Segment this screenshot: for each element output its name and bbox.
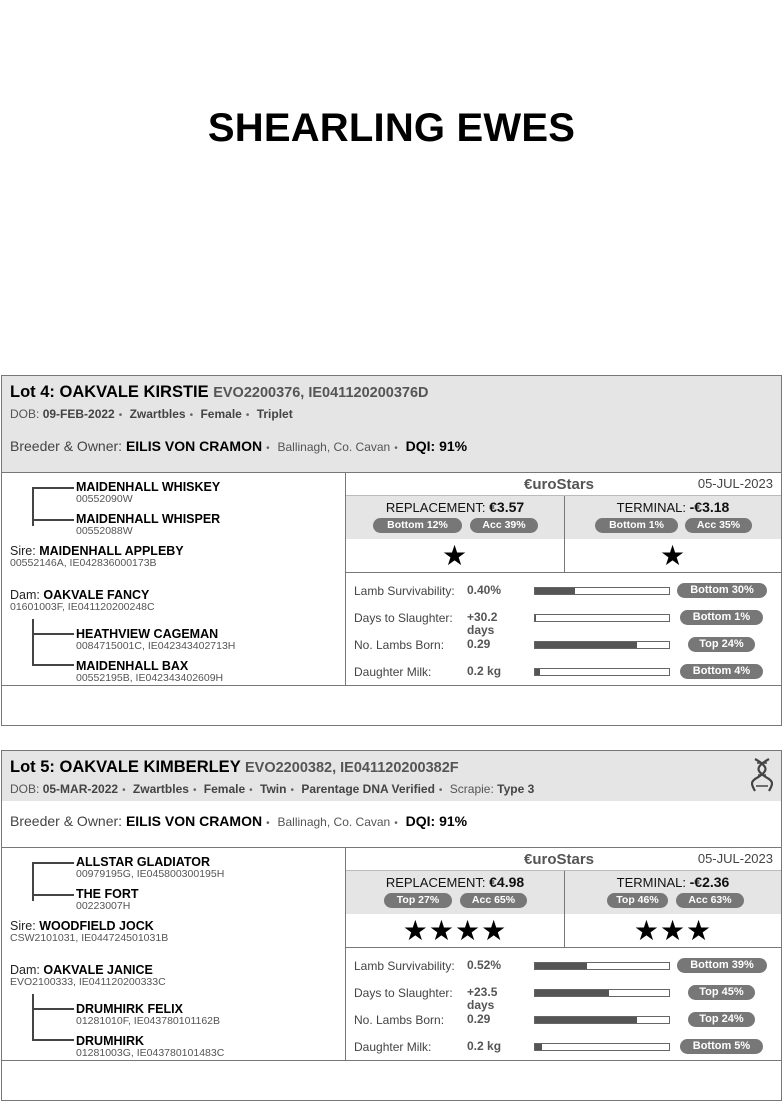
trait-name: Daughter Milk: — [354, 665, 432, 679]
trait-value: 0.2 kg — [467, 1039, 502, 1053]
breeder-line: Breeder & Owner: EILIS VON CRAMON • Ballinagh, Co. Cavan • DQI: 91% — [10, 438, 468, 454]
trait-bar-fill — [535, 642, 637, 648]
trait-name: Lamb Survivability: — [354, 959, 455, 973]
replacement-index: REPLACEMENT: €3.57 Bottom 12% Acc 39% — [346, 496, 564, 540]
trait-percentile-bar — [534, 641, 670, 649]
breeder-location: Ballinagh, Co. Cavan — [277, 440, 391, 454]
trait-value: 0.29 — [467, 637, 491, 651]
dam-dam-ids: 00552195B, IE042343402609H — [76, 672, 224, 684]
lot-body — [2, 473, 781, 686]
trait-rank-badge: Bottom 30% — [677, 583, 767, 598]
scrapie-label: Scrapie: — [449, 782, 494, 796]
trait-percentile-bar — [534, 989, 670, 997]
lot-body — [2, 848, 781, 1061]
trait-rank-badge: Top 24% — [688, 637, 755, 652]
trait-row — [346, 955, 781, 977]
lot-card — [1, 375, 782, 726]
trait-percentile-bar — [534, 614, 670, 622]
dob-value: 05-MAR-2022 — [42, 782, 119, 796]
replacement-value: €4.98 — [489, 874, 525, 890]
sire-sire-ids: 00979195G, IE045800300195H — [76, 868, 225, 880]
terminal-rank-badge: Top 46% — [607, 893, 668, 908]
sire-name: Sire: MAIDENHALL APPLEBY — [10, 544, 184, 558]
trait-value: 0.29 — [467, 1012, 491, 1026]
eurostars-panel — [346, 848, 781, 1061]
trait-rank-badge: Bottom 39% — [677, 958, 767, 973]
dam-ids: EVO2100333, IE041120200333C — [10, 976, 166, 988]
dam-sire-name: HEATHVIEW CAGEMAN — [76, 627, 219, 641]
trait-bar-fill — [535, 990, 609, 996]
trait-value: 0.52% — [467, 958, 502, 972]
trait-rank-badge: Bottom 4% — [680, 664, 763, 679]
terminal-star-rating: ★★★ — [564, 914, 781, 948]
terminal-acc-badge: Acc 63% — [676, 893, 744, 908]
breeder-name: EILIS VON CRAMON — [125, 438, 263, 454]
terminal-value: -€3.18 — [689, 499, 730, 515]
lot-card — [1, 750, 782, 1101]
trait-value: +30.2 days — [467, 610, 498, 637]
sire-dam-name: MAIDENHALL WHISPER — [76, 512, 221, 526]
replacement-acc-badge: Acc 39% — [470, 518, 538, 533]
trait-bar-fill — [535, 615, 536, 621]
replacement-star-rating: ★ — [441, 540, 469, 571]
dob-label: DOB: — [10, 782, 40, 796]
trait-row — [346, 607, 781, 637]
lot-title — [10, 758, 459, 777]
eurostars-logo: €uroStars — [524, 476, 595, 493]
lot-ids: EVO2200382, IE041120200382F — [245, 760, 459, 776]
replacement-rank-badge: Bottom 12% — [373, 518, 462, 533]
trait-value: 0.40% — [467, 583, 502, 597]
trait-name: Daughter Milk: — [354, 1040, 432, 1054]
sire-sire-name: ALLSTAR GLADIATOR — [76, 855, 211, 869]
breeder-label: Breeder & Owner: — [10, 813, 123, 829]
sex: Female — [203, 782, 246, 796]
sire-sire-name: MAIDENHALL WHISKEY — [76, 480, 221, 494]
trait-percentile-bar — [534, 962, 670, 970]
terminal-index: TERMINAL: -€3.18 Bottom 1% Acc 35% — [564, 496, 781, 540]
scrapie-type: Type 3 — [497, 782, 535, 796]
lot-ids: EVO2200376, IE041120200376D — [213, 385, 429, 401]
lot-details: DOB: 09-FEB-2022 • Zwartbles • Female • Triplet — [10, 407, 293, 421]
dam-sire-ids: 01281010F, IE043780101162B — [76, 1015, 221, 1027]
sire-ids: 00552146A, IE042836000173B — [10, 557, 157, 569]
dam-name: Dam: OAKVALE JANICE — [10, 963, 153, 977]
trait-bar-fill — [535, 1017, 637, 1023]
pedigree — [2, 473, 346, 686]
replacement-star-rating: ★★★★ — [402, 915, 508, 946]
dqi: DQI: 91% — [405, 438, 468, 454]
replacement-acc-badge: Acc 65% — [460, 893, 527, 908]
dam-dam-ids: 01281003G, IE043780101483C — [76, 1047, 225, 1059]
eurostars-logo: €uroStars — [524, 851, 595, 868]
terminal-acc-badge: Acc 35% — [685, 518, 752, 533]
trait-name: Days to Slaughter: — [354, 611, 453, 625]
terminal-star-rating: ★ — [564, 539, 781, 573]
dqi: DQI: 91% — [405, 813, 468, 829]
trait-rank-badge: Bottom 1% — [680, 610, 763, 625]
page-title: SHEARLING EWES — [207, 106, 576, 150]
dna-icon — [751, 757, 773, 793]
dob-label: DOB: — [10, 407, 40, 421]
terminal-index: TERMINAL: -€2.36 Top 46% Acc 63% — [564, 871, 781, 915]
pedigree — [2, 848, 346, 1061]
trait-value: 0.2 kg — [467, 664, 502, 678]
trait-row — [346, 580, 781, 602]
trait-percentile-bar — [534, 1016, 670, 1024]
trait-bar-fill — [535, 669, 540, 675]
dam-dam-name: DRUMHIRK — [76, 1034, 145, 1048]
terminal-value: -€2.36 — [689, 874, 730, 890]
trait-name: No. Lambs Born: — [354, 1013, 445, 1027]
sire-dam-ids: 00223007H — [76, 900, 131, 912]
lot-title — [10, 383, 429, 402]
trait-row — [346, 982, 781, 1012]
sire-dam-name: THE FORT — [76, 887, 139, 901]
sire-dam-ids: 00552088W — [76, 525, 133, 537]
replacement-rank-badge: Top 27% — [384, 893, 452, 908]
replacement-value: €3.57 — [489, 499, 525, 515]
dam-name: Dam: OAKVALE FANCY — [10, 588, 150, 602]
dam-dam-name: MAIDENHALL BAX — [76, 659, 189, 673]
terminal-rank-badge: Bottom 1% — [595, 518, 678, 533]
lot-details: DOB: 05-MAR-2022 • Zwartbles • Female • Twin • Parentage DNA Verified • Scrapie: Type 3 — [10, 782, 535, 796]
breed: Zwartbles — [129, 407, 186, 421]
trait-name: Lamb Survivability: — [354, 584, 455, 598]
lot-header — [2, 751, 781, 848]
breeder-location: Ballinagh, Co. Cavan — [277, 815, 391, 829]
lot-name: Lot 5: OAKVALE KIMBERLEY — [10, 758, 241, 776]
eurostars-date: 05-JUL-2023 — [697, 476, 773, 491]
breeder-name: EILIS VON CRAMON — [125, 813, 263, 829]
dam-sire-name: DRUMHIRK FELIX — [76, 1002, 183, 1016]
sex: Female — [200, 407, 242, 421]
birth-type: Triplet — [256, 407, 293, 421]
trait-bar-fill — [535, 963, 587, 969]
dam-sire-ids: 0084715001C, IE042343402713H — [76, 640, 236, 652]
trait-rank-badge: Top 45% — [688, 985, 755, 1000]
trait-row — [346, 1036, 781, 1058]
lot-name: Lot 4: OAKVALE KIRSTIE — [10, 383, 209, 401]
trait-value: +23.5 days — [467, 985, 498, 1012]
lot-header — [2, 376, 781, 473]
trait-bar-fill — [535, 588, 575, 594]
trait-bar-fill — [535, 1044, 542, 1050]
trait-row — [346, 661, 781, 683]
trait-percentile-bar — [534, 1043, 670, 1051]
dam-ids: 01601003F, IE041120200248C — [10, 601, 155, 613]
breeder-label: Breeder & Owner: — [10, 438, 123, 454]
sire-sire-ids: 00552090W — [76, 493, 133, 505]
dob-value: 09-FEB-2022 — [42, 407, 115, 421]
sire-name: Sire: WOODFIELD JOCK — [10, 919, 154, 933]
trait-name: Days to Slaughter: — [354, 986, 453, 1000]
breeder-line: Breeder & Owner: EILIS VON CRAMON • Ballinagh, Co. Cavan • DQI: 91% — [10, 813, 468, 829]
replacement-index: REPLACEMENT: €4.98 Top 27% Acc 65% — [346, 871, 564, 915]
trait-row — [346, 1009, 781, 1031]
trait-percentile-bar — [534, 668, 670, 676]
trait-name: No. Lambs Born: — [354, 638, 445, 652]
eurostars-date: 05-JUL-2023 — [697, 851, 773, 866]
trait-rank-badge: Bottom 5% — [680, 1039, 763, 1054]
eurostars-panel — [346, 473, 781, 686]
birth-type: Twin — [260, 782, 287, 796]
trait-rank-badge: Top 24% — [688, 1012, 755, 1027]
sire-ids: CSW2101031, IE044724501031B — [10, 932, 169, 944]
trait-row — [346, 634, 781, 656]
breed: Zwartbles — [132, 782, 189, 796]
trait-percentile-bar — [534, 587, 670, 595]
dna-status: Parentage DNA Verified — [301, 782, 435, 796]
